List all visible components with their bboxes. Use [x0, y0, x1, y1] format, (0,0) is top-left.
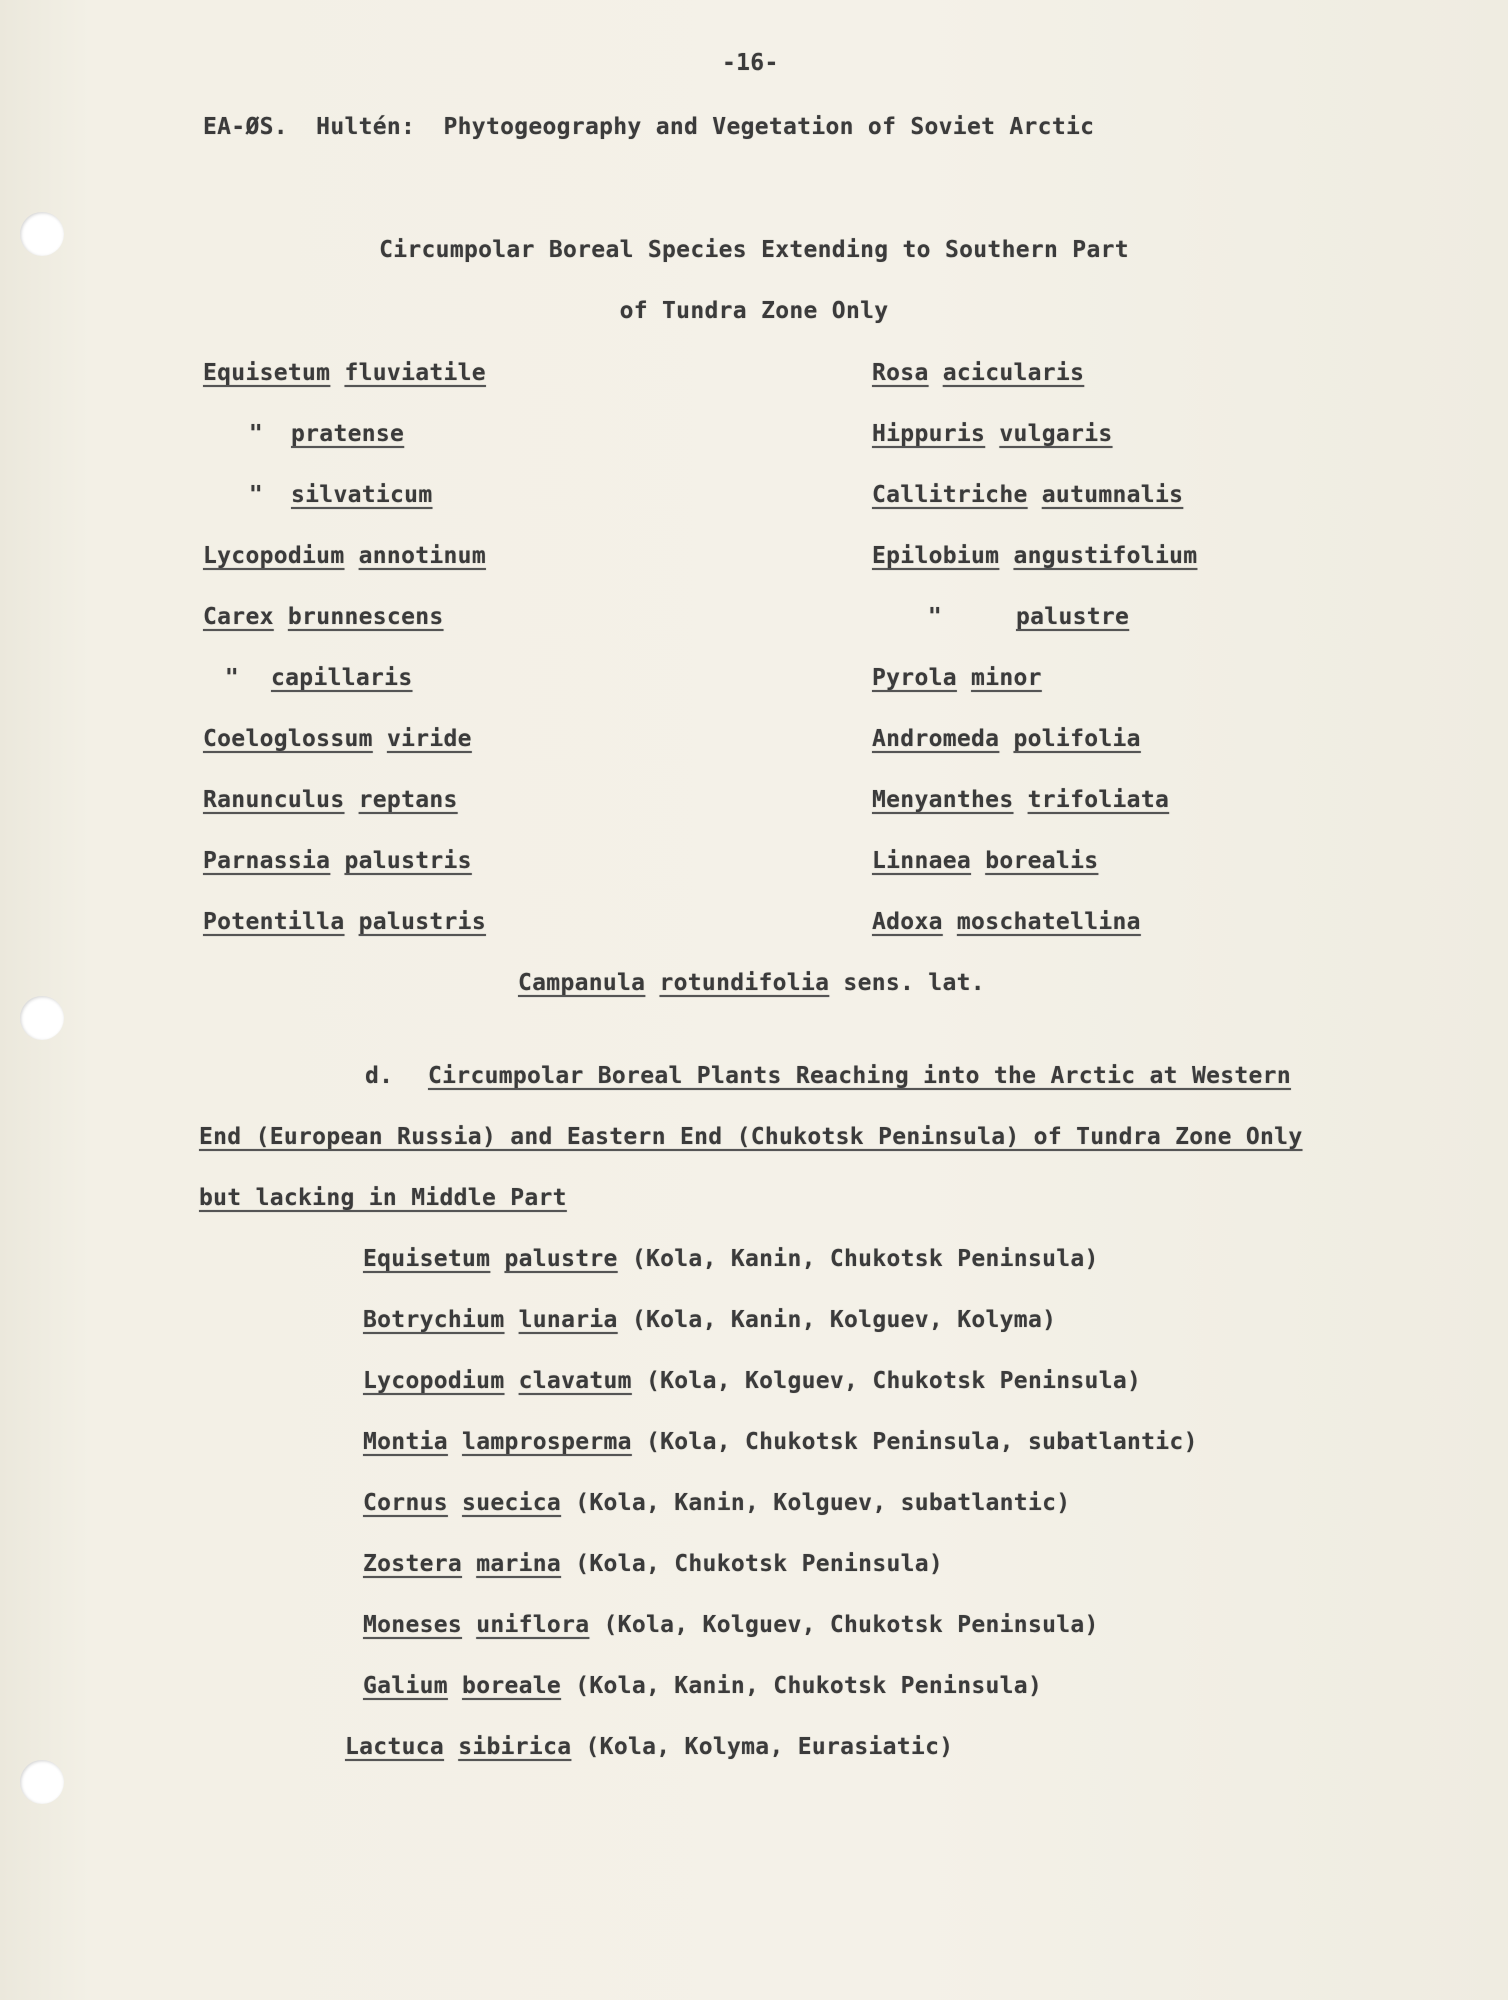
genus: Lycopodium: [363, 1368, 505, 1394]
distribution-note: (Kola, Kolguev, Chukotsk Peninsula): [603, 1612, 1099, 1638]
distribution-note: (Kola, Kanin, Kolguev, Kolyma): [631, 1307, 1057, 1333]
genus: Epilobium: [872, 543, 1000, 569]
species: rotundifolia: [659, 970, 830, 996]
species-entry: [203, 419, 404, 449]
distribution-note: (Kola, Chukotsk Peninsula, subatlantic): [645, 1429, 1198, 1455]
punch-hole: [20, 1760, 64, 1804]
distribution-note: (Kola, Kolyma, Eurasiatic): [585, 1734, 954, 1760]
species: polifolia: [1013, 726, 1141, 752]
species: autumnalis: [1041, 482, 1184, 508]
species-entry: [203, 907, 486, 937]
species-entry: [363, 1427, 1198, 1457]
ditto-mark: ": [224, 665, 239, 691]
species: moschatellina: [956, 909, 1141, 935]
genus: Potentilla: [203, 909, 345, 935]
species: suecica: [462, 1490, 562, 1516]
ditto-mark: ": [248, 421, 263, 447]
genus: Menyanthes: [872, 787, 1014, 813]
distribution-note: (Kola, Kanin, Chukotsk Peninsula): [575, 1673, 1043, 1699]
species: acicularis: [942, 360, 1085, 386]
distribution-note: (Kola, Kanin, Chukotsk Peninsula): [631, 1246, 1099, 1272]
species-entry: [872, 724, 1141, 754]
genus: Cornus: [363, 1490, 448, 1516]
genus: Lactuca: [345, 1734, 445, 1760]
species-entry: [345, 1732, 953, 1762]
species: palustris: [344, 848, 472, 874]
species: pratense: [291, 421, 405, 447]
ditto-mark: ": [248, 482, 263, 508]
species-entry: [872, 907, 1141, 937]
page-number: -16-: [722, 50, 779, 76]
species-entry: [363, 1549, 943, 1579]
species-entry: [203, 480, 432, 510]
species-entry: [203, 663, 412, 693]
section-c-title-line-1: Circumpolar Boreal Species Extending to Southern Part: [379, 237, 1129, 263]
section-d-title-line-1: Circumpolar Boreal Plants Reaching into the Arctic at Western: [428, 1063, 1291, 1089]
species: brunnescens: [287, 604, 444, 630]
species-entry: [872, 480, 1183, 510]
section-d-title-line-3: but lacking in Middle Part: [199, 1185, 567, 1211]
genus: Equisetum: [363, 1246, 491, 1272]
species-entry: [203, 358, 486, 388]
genus: Zostera: [363, 1551, 463, 1577]
genus: Lycopodium: [203, 543, 345, 569]
genus: Hippuris: [872, 421, 986, 447]
species: capillaris: [271, 665, 413, 691]
species: palustris: [358, 909, 486, 935]
species-entry: [363, 1610, 1099, 1640]
species-entry: [872, 602, 1129, 632]
genus: Montia: [363, 1429, 448, 1455]
species: fluviatile: [344, 360, 486, 386]
species: palustre: [504, 1246, 618, 1272]
genus: Coeloglossum: [203, 726, 373, 752]
species: lamprosperma: [462, 1429, 632, 1455]
species-entry: [872, 358, 1084, 388]
genus: Galium: [363, 1673, 448, 1699]
genus: Equisetum: [203, 360, 331, 386]
ditto-mark: ": [927, 604, 942, 630]
distribution-note: (Kola, Kolguev, Chukotsk Peninsula): [645, 1368, 1142, 1394]
species: marina: [476, 1551, 562, 1577]
species: angustifolium: [1013, 543, 1198, 569]
genus: Parnassia: [203, 848, 331, 874]
section-d-label: d.: [365, 1063, 394, 1089]
genus: Adoxa: [872, 909, 943, 935]
document-header: EA-ØS. Hultén: Phytogeography and Vegetation of Soviet Arctic: [203, 114, 1095, 140]
species: lunaria: [518, 1307, 618, 1333]
genus: Pyrola: [872, 665, 957, 691]
genus: Callitriche: [872, 482, 1028, 508]
genus: Ranunculus: [203, 787, 345, 813]
distribution-note: (Kola, Chukotsk Peninsula): [575, 1551, 944, 1577]
section-d-title-line-2: End (European Russia) and Eastern End (Chukotsk Peninsula) of Tundra Zone Only: [199, 1124, 1303, 1150]
genus: Rosa: [872, 360, 929, 386]
species: clavatum: [518, 1368, 632, 1394]
species-entry: [363, 1671, 1042, 1701]
genus: Andromeda: [872, 726, 1000, 752]
genus: Carex: [203, 604, 274, 630]
species: vulgaris: [999, 421, 1113, 447]
species: borealis: [985, 848, 1099, 874]
species: silvaticum: [291, 482, 433, 508]
genus: Campanula: [518, 970, 646, 996]
species-entry: [872, 663, 1042, 693]
species: viride: [386, 726, 472, 752]
species: minor: [971, 665, 1042, 691]
species: reptans: [358, 787, 458, 813]
species: palustre: [1016, 604, 1130, 630]
centered-species-entry: [518, 968, 985, 998]
species-entry: [203, 602, 444, 632]
section-c-title-line-2: of Tundra Zone Only: [619, 298, 889, 324]
species: trifoliata: [1027, 787, 1170, 813]
species-entry: [203, 541, 486, 571]
species-entry: [363, 1488, 1070, 1518]
species-entry: [203, 846, 472, 876]
species: sibirica: [458, 1734, 572, 1760]
species-entry: [872, 541, 1197, 571]
species: annotinum: [358, 543, 486, 569]
distribution-note: (Kola, Kanin, Kolguev, subatlantic): [575, 1490, 1071, 1516]
species-entry: [872, 846, 1098, 876]
species-entry: [203, 724, 472, 754]
punch-hole: [20, 996, 64, 1040]
genus: Linnaea: [872, 848, 972, 874]
species: uniflora: [476, 1612, 590, 1638]
species-entry: [363, 1366, 1141, 1396]
species: boreale: [462, 1673, 562, 1699]
species-suffix: sens. lat.: [843, 970, 985, 996]
species-entry: [872, 419, 1113, 449]
species-entry: [363, 1305, 1056, 1335]
genus: Botrychium: [363, 1307, 505, 1333]
species-entry: [363, 1244, 1099, 1274]
species-entry: [872, 785, 1169, 815]
genus: Moneses: [363, 1612, 463, 1638]
species-entry: [203, 785, 458, 815]
